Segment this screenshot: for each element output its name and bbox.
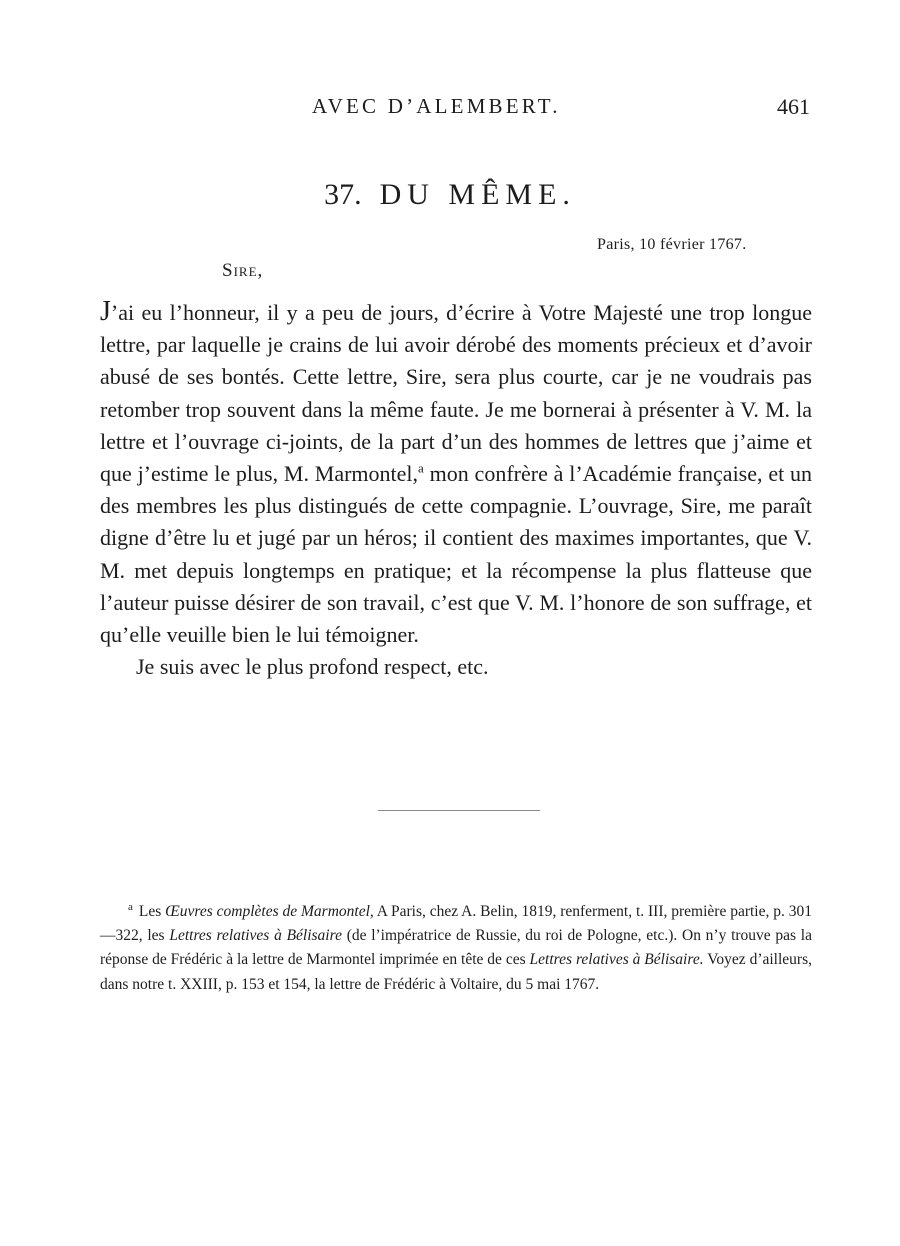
- footnote-seg-5: (de l’impératrice de Russie, du roi de Pologne, etc.). On n’y trouve pas la réponse de Frédéric à la lettre de Marmontel imprimée en tête de ces: [100, 927, 812, 969]
- letter-title-text: DU MÊME.: [379, 178, 576, 211]
- dropcap: J: [100, 296, 111, 327]
- paragraph-1-text-b: mon confrère à l’Académie française, et un des membres les plus distingués de cette compagnie. L’ouvrage, Sire, me paraît digne d’être lu et jugé par un héros; il contient des maximes importantes, que V. M. met depuis longtemps en pratique; et la récompense la plus flatteuse que l’auteur puisse désirer de son travail, c’est que V. M. l’honore de son suffrage, et qu’elle veuille bien le lui témoigner.: [100, 461, 812, 648]
- section-divider: [378, 810, 540, 811]
- footnote-mark: a: [128, 900, 133, 913]
- paragraph-1-text-a: ’ai eu l’honneur, il y a peu de jours, d’écrire à Votre Majesté une trop longue lettre, par laquelle je crains de lui avoir dérobé des moments précieux et d’avoir abusé de ses bontés. Cette lettre, Sire, sera plus courte, car je ne voudrais pas retomber trop souvent dans la même faute. Je me bornerai à présenter à V. M. la lettre et l’ouvrage ci-joints, de la part d’un des hommes de lettres que j’aime et que j’estime le plus, M. Marmontel,: [100, 300, 812, 487]
- footnote-reference[interactable]: a: [418, 460, 424, 476]
- footnote: [100, 900, 812, 997]
- paragraph-1: [100, 296, 812, 651]
- dateline: Paris, 10 février 1767.: [597, 236, 747, 253]
- letter-title: [0, 178, 900, 212]
- salutation: Sire,: [222, 260, 264, 281]
- footnote-seg-4: Lettres relatives à Bélisaire: [169, 927, 342, 945]
- footnote-seg-6: Lettres relatives à Bélisaire.: [529, 951, 704, 969]
- running-title: AVEC D’ALEMBERT.: [312, 94, 561, 118]
- footnote-seg-1: Les: [138, 903, 166, 920]
- page-number: 461: [777, 94, 810, 119]
- letter-body: [100, 296, 812, 683]
- footnote-seg-3: A Paris, chez A. Belin, 1819, renferment, t. III, première partie, p. 301—322, les: [100, 903, 812, 945]
- letter-number: 37.: [324, 178, 362, 211]
- running-head: [100, 94, 810, 124]
- footnote-seg-7: Voyez d’ailleurs, dans notre t. XXIII, p. 153 et 154, la lettre de Frédéric à Voltaire, du 5 mai 1767.: [100, 951, 812, 993]
- closing-line: Je suis avec le plus profond respect, etc.: [136, 654, 489, 680]
- footnote-seg-2: Œuvres complètes de Marmontel,: [165, 903, 374, 920]
